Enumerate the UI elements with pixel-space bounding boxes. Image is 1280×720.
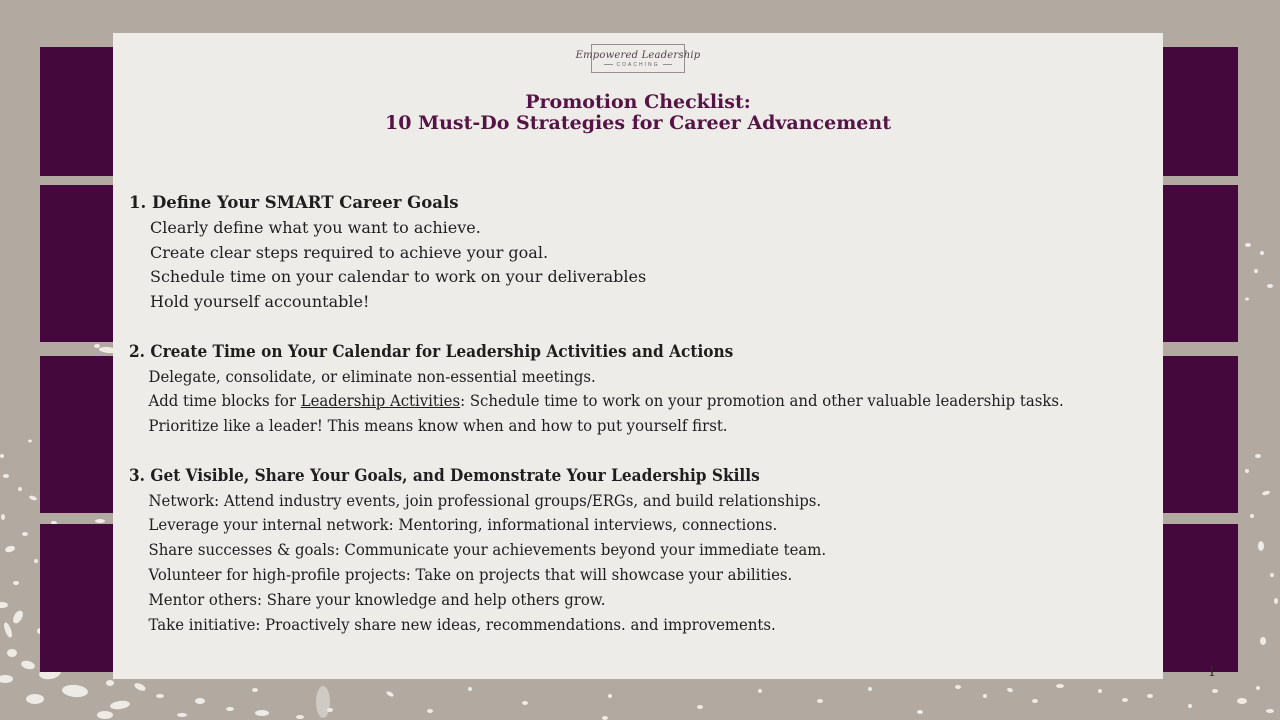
checklist-item: Network: Attend industry events, join professional groups/ERGs, and build relationships. (148, 490, 822, 510)
right-accent-rectangle-4 (1163, 524, 1238, 672)
checklist-item: Prioritize like a leader! This means know when and how to put yourself first. (148, 416, 728, 436)
checklist-item: Share successes & goals: Communicate your achievements beyond your immediate team. (148, 540, 827, 560)
left-accent-rectangle-1 (40, 47, 113, 176)
left-accent-rectangle-2 (40, 185, 113, 342)
tagline-dash-left (604, 64, 613, 65)
section-2-heading: 2. Create Time on Your Calendar for Leadership Activities and Actions (129, 341, 734, 361)
page-number: 1 (1207, 665, 1217, 680)
section-1 (129, 191, 1163, 315)
checklist-item: Hold yourself accountable! (150, 292, 370, 312)
brand-name: Empowered Leadership (575, 49, 701, 61)
checklist-item: Delegate, consolidate, or eliminate non-essential meetings. (148, 366, 596, 386)
page-title-line1: Promotion Checklist: (525, 91, 751, 113)
page-title (113, 92, 1163, 134)
brand-logo (575, 44, 701, 73)
checklist-item (129, 389, 1091, 414)
section-3-heading: 3. Get Visible, Share Your Goals, and Demonstrate Your Leadership Skills (129, 465, 760, 485)
item-text-prefix: Add time blocks for (148, 391, 301, 411)
brand-tagline (604, 62, 673, 68)
checklist-item: Create clear steps required to achieve your goal. (150, 242, 549, 262)
left-accent-rectangle-4 (40, 524, 113, 672)
right-accent-rectangle-1 (1163, 47, 1238, 176)
underlined-phrase: Leadership Activities (300, 391, 461, 411)
right-accent-rectangle-2 (1163, 185, 1238, 342)
checklist-item: Clearly define what you want to achieve. (150, 217, 481, 237)
checklist-item: Take initiative: Proactively share new ideas, recommendations. and improvements. (148, 614, 776, 634)
page-title-line2: 10 Must-Do Strategies for Career Advancement (385, 112, 891, 134)
checklist-item: Mentor others: Share your knowledge and help others grow. (148, 589, 606, 609)
checklist-content (113, 191, 1163, 637)
section-2 (129, 340, 1091, 439)
item-text-suffix: : Schedule time to work on your promotion and other valuable leadership tasks. (460, 391, 1064, 411)
section-1-heading: 1. Define Your SMART Career Goals (129, 193, 459, 212)
right-accent-rectangle-3 (1163, 356, 1238, 513)
checklist-item: Schedule time on your calendar to work on your deliverables (150, 267, 647, 287)
left-accent-rectangle-3 (40, 356, 113, 513)
tagline-text: COACHING (616, 61, 660, 68)
checklist-item: Volunteer for high-profile projects: Take on projects that will showcase your abilities. (148, 564, 793, 584)
document-page (113, 33, 1163, 679)
checklist-item: Leverage your internal network: Mentoring, informational interviews, connections. (148, 515, 778, 535)
tagline-dash-right (663, 64, 672, 65)
section-3 (129, 464, 1091, 638)
